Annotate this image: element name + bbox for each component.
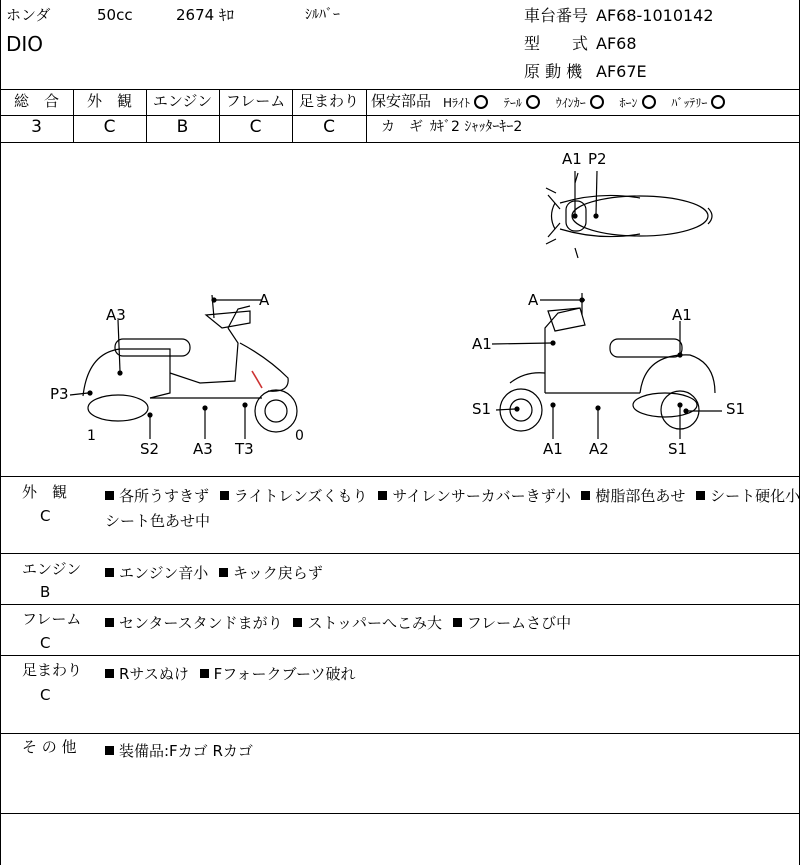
label-right-s1-front: S1 bbox=[472, 400, 492, 418]
label-right-a2: A2 bbox=[589, 440, 609, 458]
bullet-square-icon bbox=[219, 568, 228, 577]
label-left-0: 0 bbox=[295, 428, 304, 444]
bullet-square-icon bbox=[105, 746, 114, 755]
safety-item-winker: ｳｲﾝｶｰ bbox=[556, 96, 604, 110]
grade-header-suspension: 足まわり bbox=[298, 92, 359, 110]
frame-no-label: 車台番号 bbox=[524, 6, 589, 25]
grades-mid-rule bbox=[0, 115, 366, 116]
bullet-square-icon bbox=[453, 618, 462, 627]
type-label: 型 式 bbox=[524, 34, 589, 53]
notes-exterior-line2: シート色あせ中 bbox=[105, 512, 211, 530]
ok-circle-icon bbox=[474, 95, 488, 109]
grade-frame: C bbox=[249, 117, 262, 137]
notes-engine-grade: B bbox=[40, 583, 51, 601]
safety-label: 保安部品 bbox=[371, 92, 432, 110]
notes-exterior-line1: 各所うすきず ライトレンズくもり サイレンサーカバーきず小 樹脂部色あせ シート硬化小 bbox=[105, 485, 800, 506]
rule-other bbox=[0, 813, 800, 814]
notes-suspension-label: 足まわり bbox=[22, 661, 83, 679]
grade-suspension: C bbox=[323, 117, 335, 137]
label-left-a3: A3 bbox=[193, 440, 213, 458]
bullet-square-icon bbox=[378, 491, 387, 500]
label-left-1: 1 bbox=[87, 428, 96, 444]
notes-other-line1: 装備品:Fカゴ Rカゴ bbox=[105, 740, 253, 761]
notes-frame-label: フレーム bbox=[22, 610, 82, 628]
safety-item-headlight: Hﾗｲﾄ bbox=[443, 96, 488, 110]
label-left-p3: P3 bbox=[50, 385, 69, 403]
safety-mid-rule bbox=[366, 115, 800, 116]
rule-frame bbox=[0, 655, 800, 656]
rule-diagram bbox=[0, 476, 800, 477]
bullet-square-icon bbox=[105, 669, 114, 678]
rule-exterior bbox=[0, 553, 800, 554]
notes-suspension-grade: C bbox=[40, 686, 51, 704]
engine-value: AF67E bbox=[596, 62, 647, 81]
label-right-a: A bbox=[528, 291, 539, 309]
notes-suspension-line1: Rサスぬけ Fフォークブーツ破れ bbox=[105, 663, 361, 684]
ok-circle-icon bbox=[590, 95, 604, 109]
bullet-square-icon bbox=[105, 568, 114, 577]
grade-engine: B bbox=[176, 117, 189, 137]
bullet-square-icon bbox=[105, 491, 114, 500]
color: ｼﾙﾊﾞｰ bbox=[305, 7, 340, 23]
maker: ホンダ bbox=[6, 6, 51, 24]
frame-no: AF68-1010142 bbox=[596, 6, 714, 25]
label-right-s1-bottom: S1 bbox=[668, 440, 688, 458]
rule-engine bbox=[0, 604, 800, 605]
notes-engine-label: エンジン bbox=[22, 560, 82, 578]
grade-header-engine: エンジン bbox=[152, 92, 213, 110]
grade-header-frame: フレーム bbox=[225, 92, 286, 110]
label-right-a1-front: A1 bbox=[472, 335, 492, 353]
ok-circle-icon bbox=[526, 95, 540, 109]
label-left-a3-top: A3 bbox=[106, 306, 126, 324]
displacement: 50cc bbox=[97, 6, 133, 24]
bullet-square-icon bbox=[105, 618, 114, 627]
notes-frame-line1: センタースタンドまがり ストッパーへこみ大 フレームさび中 bbox=[105, 612, 577, 633]
label-right-s1-rear: S1 bbox=[726, 400, 746, 418]
label-left-a: A bbox=[259, 291, 270, 309]
bullet-square-icon bbox=[200, 669, 209, 678]
key-value: ｶｷﾞ2 ｼｬｯﾀｰｷｰ2 bbox=[430, 119, 523, 135]
rule-header bbox=[0, 89, 800, 90]
bullet-square-icon bbox=[696, 491, 705, 500]
notes-other-label: そ の 他 bbox=[22, 738, 77, 756]
safety-item-horn: ﾎｰﾝ bbox=[620, 96, 656, 110]
notes-frame-grade: C bbox=[40, 634, 51, 652]
safety-items bbox=[443, 95, 725, 109]
bullet-square-icon bbox=[220, 491, 229, 500]
label-top-p2: P2 bbox=[588, 150, 607, 168]
label-left-t3: T3 bbox=[235, 440, 254, 458]
model-name: DIO bbox=[6, 32, 44, 56]
ok-circle-icon bbox=[642, 95, 656, 109]
engine-label: 原 動 機 bbox=[524, 62, 583, 81]
label-right-a1-bottom: A1 bbox=[543, 440, 563, 458]
mileage: 2674 ｷﾛ bbox=[176, 6, 234, 24]
scooter-top-view bbox=[546, 171, 712, 258]
scooter-left-view bbox=[70, 291, 297, 439]
ok-circle-icon bbox=[711, 95, 725, 109]
bullet-square-icon bbox=[581, 491, 590, 500]
label-top-a1: A1 bbox=[562, 150, 582, 168]
safety-item-tail: ﾃｰﾙ bbox=[504, 96, 540, 110]
key-label: カ ギ bbox=[381, 119, 423, 135]
notes-exterior-label: 外 観 bbox=[22, 483, 68, 501]
safety-item-battery: ﾊﾞｯﾃﾘｰ bbox=[671, 96, 725, 110]
type-value: AF68 bbox=[596, 34, 637, 53]
bullet-square-icon bbox=[293, 618, 302, 627]
grade-header-overall: 総 合 bbox=[13, 92, 59, 110]
label-right-a1-seat: A1 bbox=[672, 306, 692, 324]
notes-engine-line1: エンジン音小 キック戻らず bbox=[105, 562, 329, 583]
grade-exterior: C bbox=[103, 117, 116, 137]
grade-overall: 3 bbox=[31, 117, 42, 137]
notes-exterior-grade: C bbox=[40, 507, 51, 525]
label-left-s2: S2 bbox=[140, 440, 160, 458]
grade-header-exterior: 外 観 bbox=[86, 92, 132, 110]
rule-suspension bbox=[0, 733, 800, 734]
